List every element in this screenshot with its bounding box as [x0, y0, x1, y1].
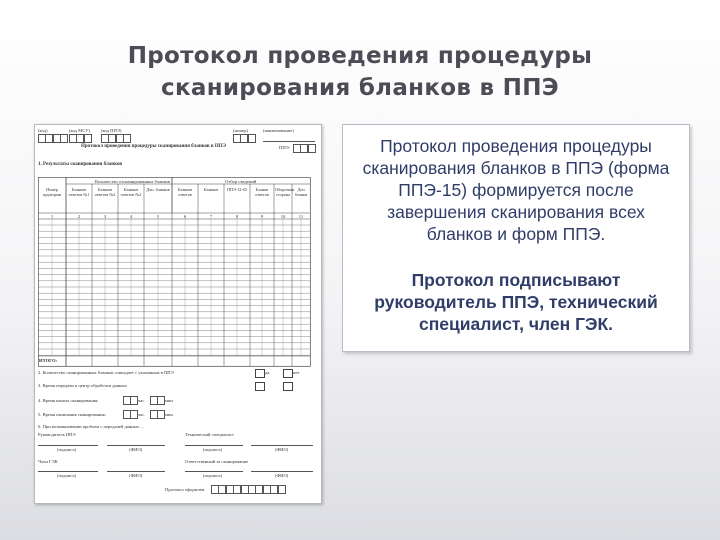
title-line-1: Протокол проведения процедуры: [127, 43, 593, 69]
description-panel: [342, 124, 690, 352]
sig-sub: (ФИО): [275, 447, 289, 452]
form-code-label: (код ППЭ): [101, 128, 122, 133]
form-item-6: 6. При возникновении проблем с передачей данных ...: [38, 424, 144, 429]
table-column-header: Бланков ответов №2: [94, 187, 116, 197]
form-code-label: (код): [38, 128, 48, 133]
sig-line: [251, 471, 313, 472]
form-item-3: 3. Время передачи в центр обработки данных: [38, 383, 127, 388]
time-cells: [123, 396, 138, 405]
form-code-cells: [293, 144, 315, 153]
form-heading: Протокол проведения процедуры сканирования бланков в ППЭ: [81, 144, 226, 149]
group-header-count: Количество отсканированных бланков: [95, 179, 171, 184]
checkbox: [255, 369, 265, 378]
table-column-number: 10: [280, 214, 286, 219]
itogo-label: ИТОГО:: [39, 358, 58, 363]
sig-sub: (ФИО): [129, 447, 143, 452]
description-paragraph: Протокол проведения процедуры сканирования бланков в ППЭ (форма ППЭ-15) формируется после завершения сканирования всех бланков и форм ППЭ.: [362, 136, 670, 244]
sig-sub: (подпись): [57, 473, 77, 478]
form-code-cells: [69, 134, 91, 143]
table-column-number: 5: [156, 214, 160, 219]
minutes-label: мин: [165, 412, 173, 417]
title-line-2: сканирования бланков в ППЭ: [161, 75, 559, 101]
sig-sub: (ФИО): [275, 473, 289, 478]
sig-role: Ответственный за сканирование: [185, 459, 249, 464]
sig-line: [251, 445, 313, 446]
checkbox: [255, 382, 265, 391]
signatories-paragraph: Протокол подписывают руководитель ППЭ, технический специалист, член ГЭК.: [374, 270, 658, 334]
sig-line: [38, 445, 98, 446]
hours-label: час: [138, 412, 145, 417]
table-column-header: Бланки ответов: [255, 187, 269, 197]
form-item-2: 2. Количество сканированных бланков совпадает с указанным в ППЭ: [38, 370, 174, 375]
form-code-cells: [101, 134, 131, 143]
table-column-header: Номер аудитории: [42, 187, 62, 197]
yes-label: да: [265, 370, 270, 375]
form-code: ППЭ-: [279, 145, 291, 150]
sig-line: [38, 471, 98, 472]
sig-role: Руководитель ППЭ: [38, 432, 76, 437]
scanned-form-image: [34, 124, 322, 504]
table-column-header: Бланков ответов: [177, 187, 193, 197]
table-column-header: Бланков ответов №1: [68, 187, 90, 197]
date-cells: [211, 485, 285, 494]
group-header-blank: Отбор сведений: [225, 179, 257, 184]
slide-title: [40, 40, 680, 104]
sig-sub: (подпись): [203, 447, 223, 452]
time-cells: [150, 396, 165, 405]
time-cells: [150, 410, 165, 419]
table-column-header: Бланков: [203, 187, 219, 192]
table-column-header: Доп. бланков: [146, 187, 170, 192]
sig-role: Член ГЭК: [38, 459, 58, 464]
table-column-number: 1: [50, 214, 54, 219]
table-column-number: 6: [183, 214, 187, 219]
form-item-5: 5. Время окончания сканирования:: [38, 412, 106, 417]
table-column-header: Доп бланки: [294, 187, 308, 197]
time-cells: [123, 410, 138, 419]
sig-sub: (подпись): [203, 473, 223, 478]
sig-line: [107, 471, 165, 472]
form-code-cells: [38, 134, 68, 143]
no-label: нет: [293, 370, 300, 375]
table-column-number: 4: [129, 214, 133, 219]
table-column-number: 2: [77, 214, 81, 219]
form-code-cells: [233, 134, 255, 143]
table-column-header: Оборотная сторона: [275, 187, 295, 197]
checkbox: [283, 369, 293, 378]
table-column-number: 8: [235, 214, 239, 219]
table-column-number: 9: [260, 214, 264, 219]
form-line: [263, 141, 315, 142]
sig-sub: (ФИО): [129, 473, 143, 478]
hours-label: час: [138, 398, 145, 403]
scan-results-table: [38, 177, 316, 367]
form-item-4: 4. Время начала сканирования:: [38, 398, 99, 403]
form-code-label: (код МСУ): [69, 128, 91, 133]
sig-line: [185, 445, 243, 446]
form-code-label: (номер): [233, 128, 248, 133]
table-column-header: Бланков ответов №2: [120, 187, 142, 197]
sig-line: [185, 471, 243, 472]
minutes-label: мин: [165, 398, 173, 403]
form-footer: Протокол оформлен: [165, 487, 205, 492]
sig-sub: (подпись): [57, 447, 77, 452]
table-column-number: 11: [298, 214, 304, 219]
form-section-1: 1. Результаты сканирования бланков: [38, 162, 123, 167]
sig-role: Технический специалист: [185, 432, 234, 437]
table-column-header: ППЭ-12-02: [227, 187, 247, 192]
form-code-label: (наименование): [263, 128, 294, 133]
table-column-number: 3: [103, 214, 107, 219]
sig-line: [107, 445, 165, 446]
checkbox: [283, 382, 293, 391]
table-column-number: 7: [209, 214, 213, 219]
